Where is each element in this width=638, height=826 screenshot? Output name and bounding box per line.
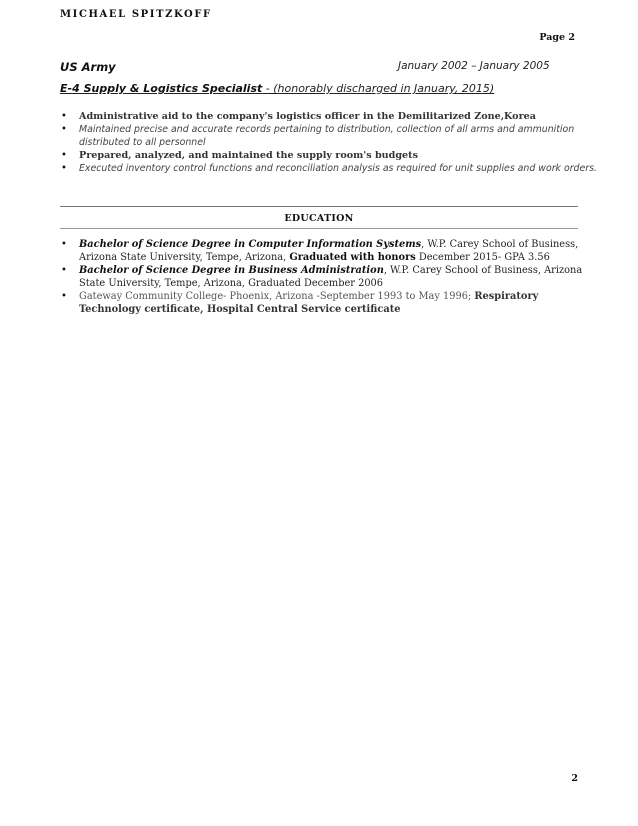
duty-text: Prepared, analyzed, and maintained the supply room's budgets <box>79 150 418 161</box>
duties-list <box>60 110 600 175</box>
job-title: E-4 Supply & Logistics Specialist <box>60 82 263 95</box>
bullet-icon: • <box>61 124 67 135</box>
job-title-line <box>60 82 494 95</box>
degree-details-end: December 2015- GPA 3.56 <box>415 252 550 263</box>
employment-dates: January 2002 – January 2005 <box>398 60 550 72</box>
page-label: Page 2 <box>539 32 575 43</box>
duty-text: Administrative aid to the company's logistics officer in the Demilitarized Zone,Korea <box>79 111 536 122</box>
list-item <box>60 238 600 264</box>
bullet-icon: • <box>61 163 67 174</box>
list-item <box>60 264 600 290</box>
degree-details: , W.P. Carey School of Business, Arizona State University, Tempe, Arizona, Graduated December 2006 <box>79 265 583 289</box>
job-note: - (honorably discharged in January, 2015) <box>262 82 495 95</box>
duty-text: Maintained precise and accurate records pertaining to distribution, collection of all arms and ammunition distributed to all personnel <box>79 124 575 148</box>
section-divider <box>60 206 578 207</box>
duty-text: Executed inventory control functions and reconciliation analysis as required for unit supplies and work orders. <box>79 163 597 174</box>
list-item <box>60 162 600 175</box>
honors-text: Graduated with honors <box>289 252 416 263</box>
certificates: Respiratory Technology certificate, Hospital Central Service certificate <box>79 291 539 315</box>
page-number: 2 <box>571 773 578 784</box>
candidate-name: MICHAEL SPITZKOFF <box>60 9 212 20</box>
education-list <box>60 238 600 316</box>
section-heading-underline <box>60 228 578 229</box>
list-item <box>60 123 600 149</box>
bullet-icon: • <box>61 291 67 302</box>
employer-name: US Army <box>60 60 116 74</box>
college-details: Gateway Community College- Phoenix, Arizona -September 1993 to May 1996; <box>79 291 475 302</box>
degree-details: , W.P. Carey School of Business, Arizona State University, Tempe, Arizona, <box>79 239 579 263</box>
section-heading-education: EDUCATION <box>284 213 354 224</box>
bullet-icon: • <box>61 265 67 276</box>
degree-title: Bachelor of Science Degree in Business Administration <box>79 265 384 276</box>
bullet-icon: • <box>61 150 67 161</box>
list-item <box>60 110 600 123</box>
list-item <box>60 290 600 316</box>
list-item <box>60 149 600 162</box>
degree-title: Bachelor of Science Degree in Computer Information Systems <box>79 239 422 250</box>
bullet-icon: • <box>61 111 67 122</box>
bullet-icon: • <box>61 239 67 250</box>
